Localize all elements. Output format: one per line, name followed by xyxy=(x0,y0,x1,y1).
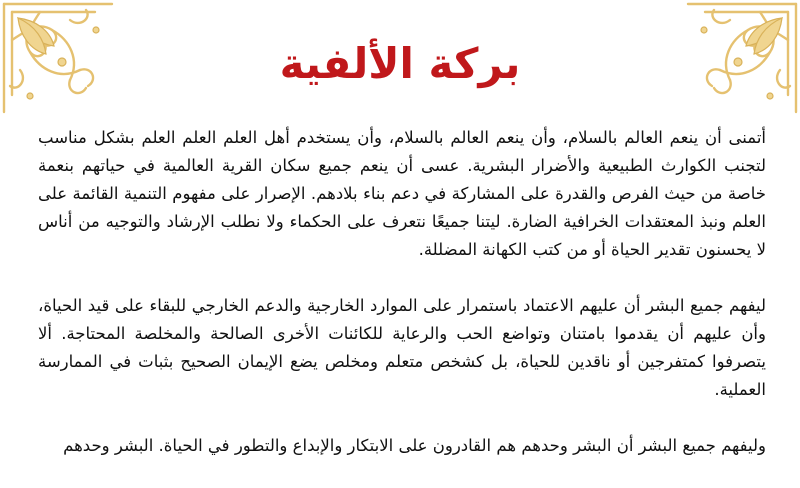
document-body xyxy=(38,124,766,488)
page-title: بركة الألفية xyxy=(279,39,521,88)
paragraph-3: وليفهم جميع البشر أن البشر وحدهم هم القادرون على الابتكار والإبداع والتطور في الحياة. البشر وحدهم xyxy=(63,436,766,455)
paragraph-1: أتمنى أن ينعم العالم بالسلام، وأن ينعم العالم بالسلام، وأن يستخدم أهل العلم العلم العلم بشكل مناسب لتجنب الكوارث الطبيعية والأضرار البشرية. عسى أن ينعم جميع سكان القرية العالمية في حياتهم بنعمة خاصة من حيث الفرص والقدرة على المشاركة في دعم بناء بلادهم. الإصرار على مفهوم التنمية القائمة على العلم ونبذ المعتقدات الخرافية الضارة. ليتنا جميعًا نتعرف على الحكماء ولا نطلب الإرشاد والتوجيه من أناس لا يحسنون تقدير الحياة أو من كتب الكهانة المضللة. xyxy=(38,128,766,259)
paragraph-2: ليفهم جميع البشر أن عليهم الاعتماد باستمرار على الموارد الخارجية والدعم الخارجي للبقاء على قيد الحياة، وأن عليهم أن يقدموا بامتنان وتواضع الحب والرعاية للكائنات الأخرى الصالحة والمخلصة المحتاجة. ألا يتصرفوا كمتفرجين أو ناقدين للحياة، بل كشخص متعلم ومخلص يضع الإيمان الصحيح بثبات في الممارسة العملية. xyxy=(38,296,766,399)
